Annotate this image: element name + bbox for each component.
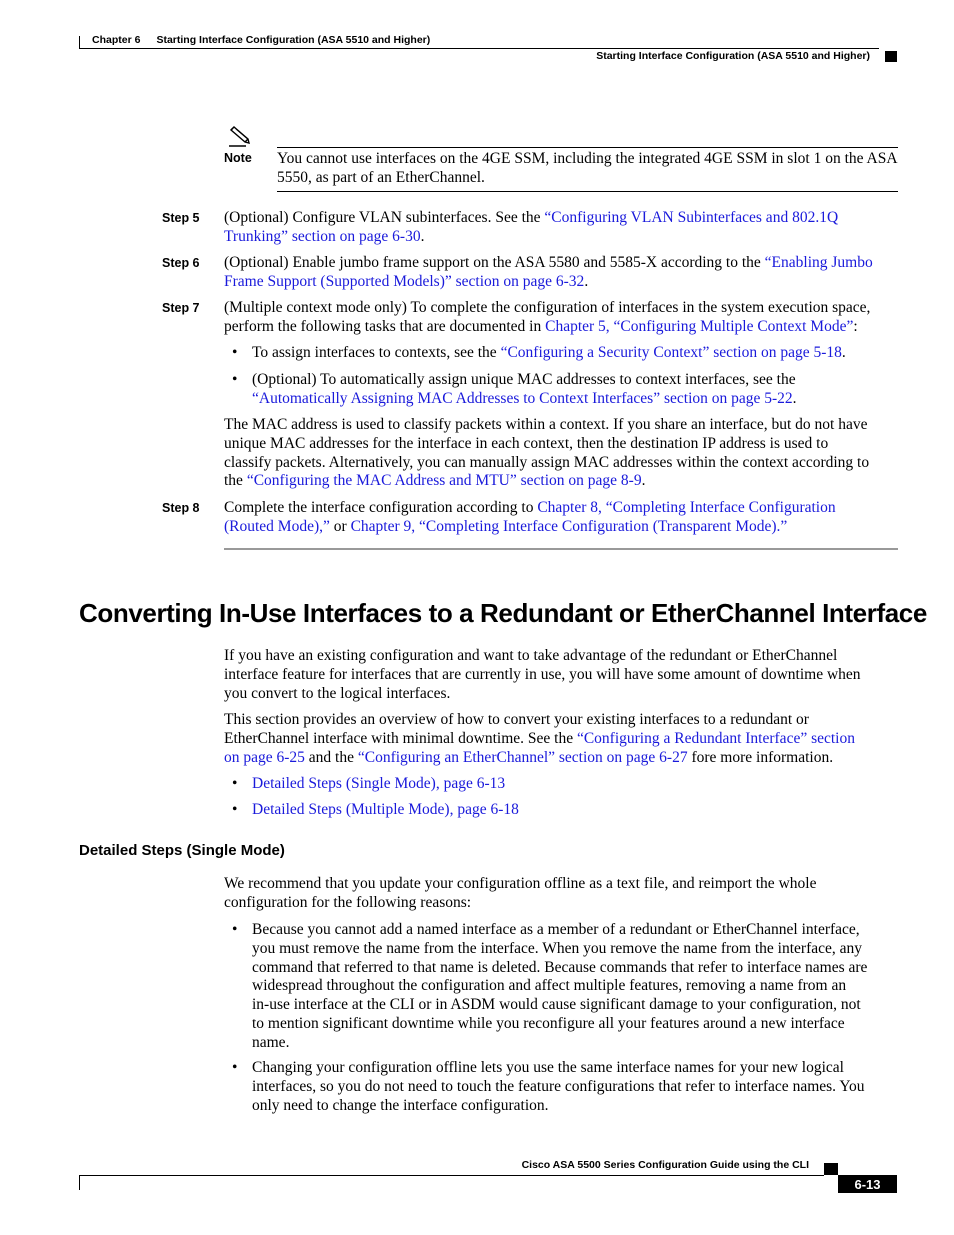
bullet: •	[232, 801, 238, 818]
bullet-line: only need to change the interface configuration.	[252, 1096, 549, 1114]
chapter-title: Starting Interface Configuration (ASA 5510 and Higher)	[156, 34, 431, 46]
link-chapter-9[interactable]: Chapter 9, “Completing Interface Configuration (Transparent Mode).”	[350, 517, 788, 535]
section-heading: Converting In-Use Interfaces to a Redundant or EtherChannel Interface	[79, 598, 927, 628]
note-bottom-rule	[277, 191, 898, 192]
step-5-text	[224, 209, 899, 247]
note-text: You cannot use interfaces on the 4GE SSM, including the integrated 4GE SSM in slot 1 on the ASA 5550, as part of an EtherChannel.	[277, 150, 897, 186]
bullet: •	[232, 371, 238, 388]
footer-marker	[824, 1163, 838, 1175]
bullet-line: to mention significant downtime while you reconfigure all your features around a new interface	[252, 1014, 845, 1032]
bullet-post: .	[841, 344, 846, 361]
step-6-post: .	[584, 272, 589, 290]
para-line: interface feature for interfaces that are currently in use, you will have some amount of downtime when	[224, 665, 861, 683]
link-part: on page 6-25	[224, 748, 305, 766]
para-line: If you have an existing configuration and want to take advantage of the redundant or EtherChannel	[224, 647, 838, 664]
link-auto-mac[interactable]: “Automatically Assigning MAC Addresses to Context Interfaces” section on page 5-22	[252, 389, 793, 407]
step-7-bullet-1	[252, 344, 902, 363]
para-line: We recommend that you update your configuration offline as a text file, and reimport the whole	[224, 875, 817, 892]
bullet-line: name.	[252, 1033, 290, 1051]
link-part: “Configuring a Redundant Interface” section	[576, 729, 855, 747]
step-5-label: Step 5	[162, 211, 200, 225]
link-detailed-steps-multiple[interactable]: Detailed Steps (Multiple Mode), page 6-18	[252, 801, 519, 818]
step-8-text	[224, 499, 899, 537]
step-7-text	[224, 299, 899, 337]
bullet-line: command that referred to that name is deleted. Because commands that refer to interface names are	[252, 958, 868, 976]
step-6-text	[224, 254, 899, 292]
bullet: •	[232, 775, 238, 792]
step-7-paragraph	[224, 416, 899, 491]
page-number: 6-13	[838, 1175, 897, 1193]
step-7-line2-post: :	[853, 317, 858, 335]
section-paragraph-1	[224, 647, 899, 703]
footer-rule	[79, 1175, 824, 1176]
link-detailed-steps-single[interactable]: Detailed Steps (Single Mode), page 6-13	[252, 775, 506, 792]
chapter-label: Chapter 6	[92, 34, 141, 46]
step-8-mid: or	[329, 517, 351, 535]
subsection-bullet-1	[252, 921, 902, 1053]
para-line: unique MAC addresses for the interface in each context, then the destination IP address is used to	[224, 434, 829, 452]
bullet: •	[232, 1059, 238, 1076]
header-rule	[79, 48, 879, 49]
para-line: classify packets. Alternatively, you can manually assign MAC addresses within the context according to	[224, 453, 870, 471]
step-6-pre: (Optional) Enable jumbo frame support on the ASA 5580 and 5585-X according to the	[224, 254, 765, 271]
step-7-line2: perform the following tasks that are documented in	[224, 317, 546, 335]
step-7-bullet-2	[252, 371, 902, 409]
note-label: Note	[224, 151, 252, 165]
para-post: fore more information.	[687, 748, 834, 766]
para-line: you convert to the logical interfaces.	[224, 684, 451, 702]
link-part: “Enabling Jumbo	[764, 254, 873, 271]
section-paragraph-2	[224, 711, 899, 767]
step-7-line1: (Multiple context mode only) To complete the configuration of interfaces in the system execution space,	[224, 299, 871, 316]
bullet-line: Because you cannot add a named interface as a member of a redundant or EtherChannel interface,	[252, 921, 860, 938]
step-5-post: .	[420, 227, 425, 245]
link-part: Trunking” section on page 6-30	[224, 227, 421, 245]
subsection-heading: Detailed Steps (Single Mode)	[79, 842, 285, 859]
step-8-pre: Complete the interface configuration according to	[224, 499, 538, 516]
link-part: (Routed Mode),”	[224, 517, 330, 535]
para-line: EtherChannel interface with minimal downtime. See the	[224, 729, 577, 747]
step-8-label: Step 8	[162, 501, 200, 515]
link-part: “Configuring VLAN Subinterfaces and 802.1Q	[544, 209, 839, 226]
subsection-bullet-2	[252, 1059, 902, 1115]
steps-end-rule	[224, 548, 898, 550]
header-marker	[885, 51, 897, 62]
step-7-label: Step 7	[162, 301, 200, 315]
bullet-line: in-use interface at the CLI or in ASDM would cause significant damage to your configuration, not	[252, 996, 861, 1014]
para-line: the	[224, 472, 247, 490]
link-etherchannel[interactable]: “Configuring an EtherChannel” section on page 6-27	[357, 748, 688, 766]
bullet: •	[232, 344, 238, 361]
link-part: Frame Support (Supported Models)” section on page 6-32	[224, 272, 585, 290]
para-post: .	[641, 472, 646, 490]
bullet-post: .	[792, 389, 797, 407]
footer-left-rule	[79, 1176, 80, 1190]
note-top-rule	[277, 147, 898, 148]
para-line: The MAC address is used to classify packets within a context. If you share an interface, but do not have	[224, 416, 868, 433]
step-6-label: Step 6	[162, 256, 200, 270]
para-line: This section provides an overview of how to convert your existing interfaces to a redundant or	[224, 711, 809, 728]
bullet-text: (Optional) To automatically assign unique MAC addresses to context interfaces, see the	[252, 371, 796, 388]
link-chapter-5[interactable]: Chapter 5, “Configuring Multiple Context Mode”	[545, 317, 854, 335]
link-mac-mtu[interactable]: “Configuring the MAC Address and MTU” section on page 8-9	[246, 472, 642, 490]
link-part: Chapter 8, “Completing Interface Configuration	[537, 499, 836, 516]
running-header-right: Starting Interface Configuration (ASA 5510 and Higher)	[596, 50, 870, 62]
bullet-text: To assign interfaces to contexts, see the	[252, 344, 501, 361]
para-mid: and the	[304, 748, 358, 766]
bullet: •	[232, 921, 238, 938]
para-line: configuration for the following reasons:	[224, 893, 472, 911]
footer-guide-title: Cisco ASA 5500 Series Configuration Guide using the CLI	[521, 1159, 809, 1171]
bullet-line: interfaces, so you do not need to touch the feature configurations that refer to interface names. You	[252, 1077, 865, 1095]
link-security-context[interactable]: “Configuring a Security Context” section on page 5-18	[500, 344, 842, 361]
pencil-icon	[228, 126, 252, 153]
step-5-pre: (Optional) Configure VLAN subinterfaces. See the	[224, 209, 545, 226]
bullet-line: Changing your configuration offline lets you use the same interface names for your new logical	[252, 1059, 844, 1076]
running-header-left	[92, 34, 430, 46]
bullet-line: you must remove the name from the interface. When you remove the name from the interface, any	[252, 939, 863, 957]
subsection-intro	[224, 875, 899, 913]
bullet-line: widespread throughout the configuration and affect multiple features, removing a name from an	[252, 977, 847, 995]
